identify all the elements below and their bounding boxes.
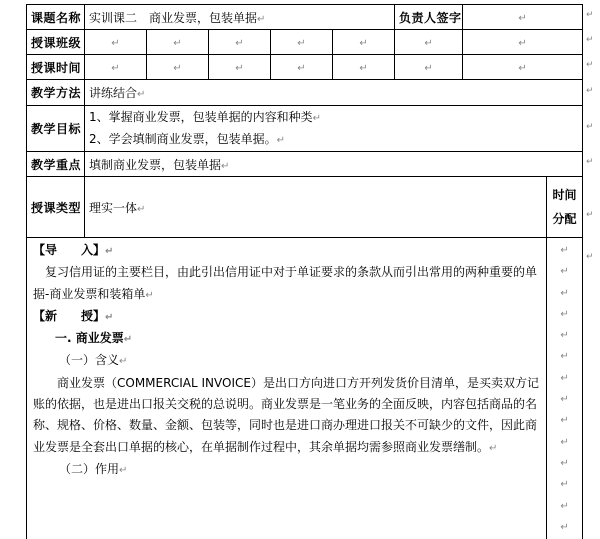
type-row: [27, 177, 583, 238]
type-value: 理实一体: [89, 200, 138, 215]
return-mark: ↵: [560, 351, 569, 363]
new-heading: 【新 授】: [33, 308, 106, 323]
method-value: 讲练结合: [89, 86, 138, 100]
return-mark: ↵: [111, 63, 120, 74]
return-mark: ↵: [560, 521, 569, 533]
focus-row: [27, 152, 583, 177]
return-mark: ↵: [560, 372, 569, 384]
return-mark: ↵: [119, 356, 128, 368]
class-row: [27, 30, 583, 55]
section-heading: 一. 商业发票: [55, 331, 124, 346]
subsection-heading: （一）含义: [59, 353, 120, 368]
return-mark: ↵: [257, 13, 266, 25]
return-mark: ↵: [518, 63, 527, 74]
method-row: [27, 80, 583, 106]
goal-item: 1、掌握商业发票，包装单据的内容和种类: [89, 109, 313, 124]
return-mark: ↵: [560, 500, 569, 512]
intro-text: 复习信用证的主要栏目，由此引出信用证中对于单证要求的条款从而引出常用的两种重要的单据-商业发票和装箱单: [33, 265, 538, 301]
return-mark: ↵: [297, 38, 306, 49]
return-mark: ↵: [297, 63, 306, 74]
row-end-mark: ↵: [586, 60, 594, 70]
return-mark: ↵: [424, 38, 433, 49]
return-mark: ↵: [359, 63, 368, 74]
time-allocation-header: [547, 177, 583, 238]
responsible-signature-label: 负责人签字: [395, 5, 463, 30]
method-label: 教学方法: [27, 80, 85, 106]
focus-label: 教学重点: [27, 152, 85, 177]
lesson-body: [33, 240, 540, 481]
row-end-mark: ↵: [586, 157, 594, 167]
return-mark: ↵: [560, 436, 569, 448]
return-mark: ↵: [137, 203, 146, 215]
focus-value: 填制商业发票，包装单据: [89, 157, 222, 172]
return-mark: ↵: [173, 63, 182, 74]
return-mark: ↵: [518, 38, 527, 49]
return-mark: ↵: [560, 394, 569, 406]
row-end-mark: ↵: [586, 122, 594, 132]
subsection-heading: （二）作用: [59, 461, 120, 476]
row-end-mark: ↵: [586, 35, 594, 45]
type-label: 授课类型: [27, 177, 85, 238]
row-end-mark: ↵: [586, 86, 594, 96]
return-mark: ↵: [489, 442, 498, 454]
return-mark: ↵: [173, 38, 182, 49]
return-mark: ↵: [221, 160, 230, 172]
return-mark: ↵: [424, 63, 433, 74]
return-mark: ↵: [119, 464, 128, 476]
row-end-mark: ↵: [586, 10, 594, 20]
return-mark: ↵: [359, 38, 368, 49]
return-mark: ↵: [518, 13, 527, 24]
return-mark: ↵: [560, 245, 569, 256]
return-mark: ↵: [560, 415, 569, 427]
return-mark: ↵: [105, 246, 114, 257]
return-mark: ↵: [560, 479, 569, 491]
lesson-plan-table: [26, 4, 583, 539]
time-allocation-label-2: 分配: [552, 212, 577, 226]
row-end-mark: ↵: [586, 210, 594, 220]
course-name-label: 课题名称: [27, 5, 85, 30]
return-mark: ↵: [276, 134, 286, 146]
return-mark: ↵: [312, 112, 322, 124]
time-row: [27, 55, 583, 80]
return-mark: ↵: [235, 38, 244, 49]
goal-item: 2、学会填制商业发票，包装单据。: [89, 131, 277, 146]
return-mark: ↵: [560, 287, 569, 299]
time-allocation-column: [547, 238, 583, 539]
return-mark: ↵: [560, 308, 569, 320]
return-mark: ↵: [560, 330, 569, 342]
return-mark: ↵: [560, 457, 569, 469]
goals-label: 教学目标: [27, 106, 85, 152]
goals-row: [27, 106, 583, 152]
course-name-row: [27, 5, 583, 30]
return-mark: ↵: [145, 289, 154, 301]
return-mark: ↵: [105, 311, 114, 323]
row-end-mark: ↵: [586, 252, 594, 262]
intro-heading: 【导 入】: [33, 243, 106, 257]
return-mark: ↵: [560, 266, 569, 278]
time-label: 授课时间: [27, 55, 85, 80]
return-mark: ↵: [111, 38, 120, 49]
return-mark: ↵: [235, 63, 244, 74]
content-row: [27, 238, 583, 539]
course-name-value: 实训课二 商业发票，包装单据: [89, 10, 258, 25]
time-allocation-label-1: 时间: [552, 188, 577, 202]
class-label: 授课班级: [27, 30, 85, 55]
return-mark: ↵: [123, 334, 133, 346]
definition-paragraph: 商业发票（COMMERCIAL INVOICE）是出口方向进口方开列发货价目清单，是买卖双方记账的依据，也是进出口报关交税的总说明。商业发票是一笔业务的全面反映，内容包括商品的名称、规格、价格、数量、金额、包装等，同时也是进口商办理进口报关不可缺少的文件，因此商业发票是全套出口单据的核心，在单据制作过程中，其余单据均需参照商业发票缮制。: [33, 375, 539, 454]
return-mark: ↵: [137, 89, 146, 100]
